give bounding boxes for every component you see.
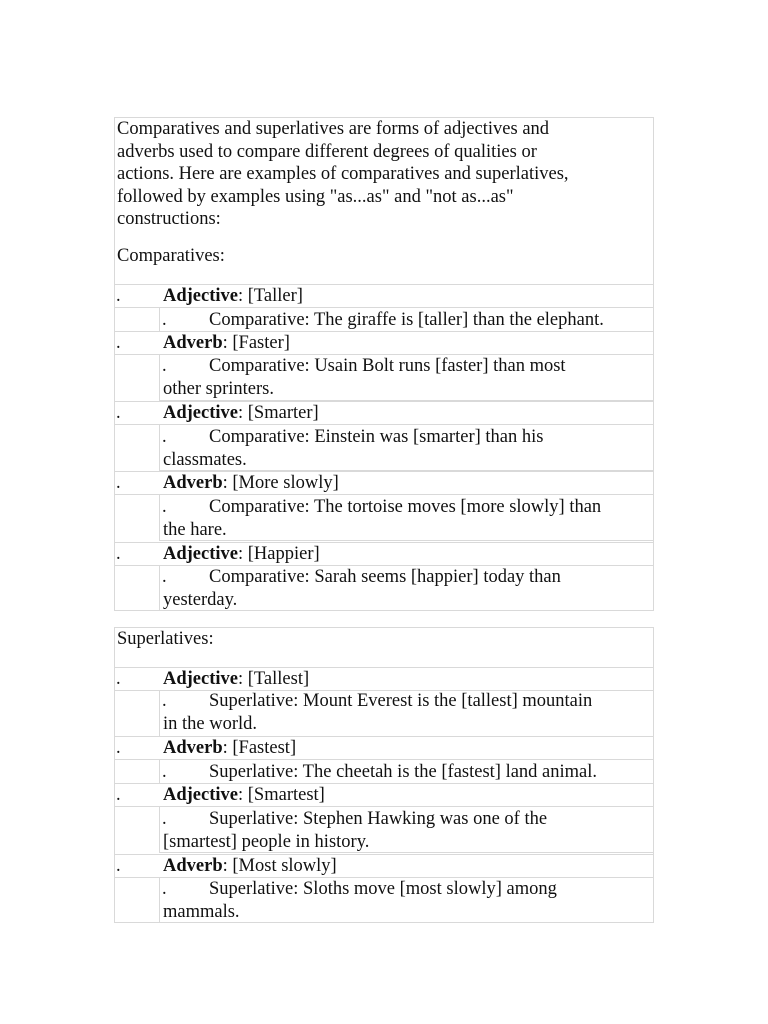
term-word: : [Faster] <box>222 333 290 353</box>
term-line <box>163 285 303 308</box>
term-word: : [Fastest] <box>222 738 297 758</box>
bullet: . <box>162 497 167 517</box>
comparatives-heading: Comparatives: <box>117 246 225 266</box>
term-line <box>163 784 325 807</box>
term-kind: Adverb <box>163 856 223 876</box>
term-word: : [Most slowly] <box>222 856 337 876</box>
term-word: : [More slowly] <box>222 473 339 493</box>
example-line: Superlative: Sloths move [most slowly] among <box>209 879 557 899</box>
term-word: : [Happier] <box>238 544 320 564</box>
bullet: . <box>162 809 167 829</box>
term-kind: Adjective <box>163 785 238 805</box>
term-kind: Adverb <box>163 738 223 758</box>
example-line: Comparative: Sarah seems [happier] today than <box>209 567 561 587</box>
bullet: . <box>162 310 167 330</box>
bullet: . <box>116 333 121 353</box>
bullet: . <box>116 738 121 758</box>
term-line <box>163 543 320 566</box>
term-word: : [Smartest] <box>238 785 325 805</box>
example-line-2: [smartest] people in history. <box>163 832 370 852</box>
example-line: Comparative: The tortoise moves [more slowly] than <box>209 497 602 517</box>
superlatives-heading: Superlatives: <box>117 629 214 649</box>
bullet: . <box>162 691 167 711</box>
bullet: . <box>116 856 121 876</box>
example-line-2: yesterday. <box>163 590 238 610</box>
bullet: . <box>116 403 121 423</box>
term-line <box>163 668 309 691</box>
term-line <box>163 737 296 760</box>
example-line: Comparative: Einstein was [smarter] than his <box>209 427 544 447</box>
term-kind: Adjective <box>163 403 238 423</box>
intro-line-3: actions. Here are examples of comparatives and superlatives, <box>117 164 569 184</box>
term-word: : [Smarter] <box>238 403 319 423</box>
intro-line-1: Comparatives and superlatives are forms of adjectives and <box>117 119 550 139</box>
term-line <box>163 855 337 878</box>
example-line: Superlative: Stephen Hawking was one of the <box>209 809 548 829</box>
term-line <box>163 472 339 495</box>
term-kind: Adjective <box>163 669 238 689</box>
bullet: . <box>116 473 121 493</box>
example-line-2: classmates. <box>163 450 247 470</box>
term-line <box>163 402 319 425</box>
example-line-2: mammals. <box>163 902 240 922</box>
bullet: . <box>116 544 121 564</box>
example-line-2: the hare. <box>163 520 227 540</box>
term-line <box>163 332 290 355</box>
example-line-2: other sprinters. <box>163 379 274 399</box>
example-line: Comparative: The giraffe is [taller] than the elephant. <box>209 310 604 330</box>
term-kind: Adjective <box>163 544 238 564</box>
term-kind: Adverb <box>163 333 223 353</box>
example-line-2: in the world. <box>163 714 258 734</box>
term-word: : [Tallest] <box>238 669 310 689</box>
term-kind: Adjective <box>163 286 238 306</box>
bullet: . <box>162 879 167 899</box>
example-line: Comparative: Usain Bolt runs [faster] than most <box>209 356 566 376</box>
bullet: . <box>162 427 167 447</box>
bullet: . <box>162 567 167 587</box>
example-line: Superlative: Mount Everest is the [tallest] mountain <box>209 691 593 711</box>
bullet: . <box>162 762 167 782</box>
bullet: . <box>116 669 121 689</box>
example-line: Superlative: The cheetah is the [fastest] land animal. <box>209 762 598 782</box>
bullet: . <box>162 356 167 376</box>
intro-line-5: constructions: <box>117 209 221 229</box>
intro-line-2: adverbs used to compare different degrees of qualities or <box>117 142 537 162</box>
bullet: . <box>116 785 121 805</box>
intro-line-4: followed by examples using "as...as" and "not as...as" <box>117 187 514 207</box>
term-word: : [Taller] <box>238 286 303 306</box>
term-kind: Adverb <box>163 473 223 493</box>
bullet: . <box>116 286 121 306</box>
